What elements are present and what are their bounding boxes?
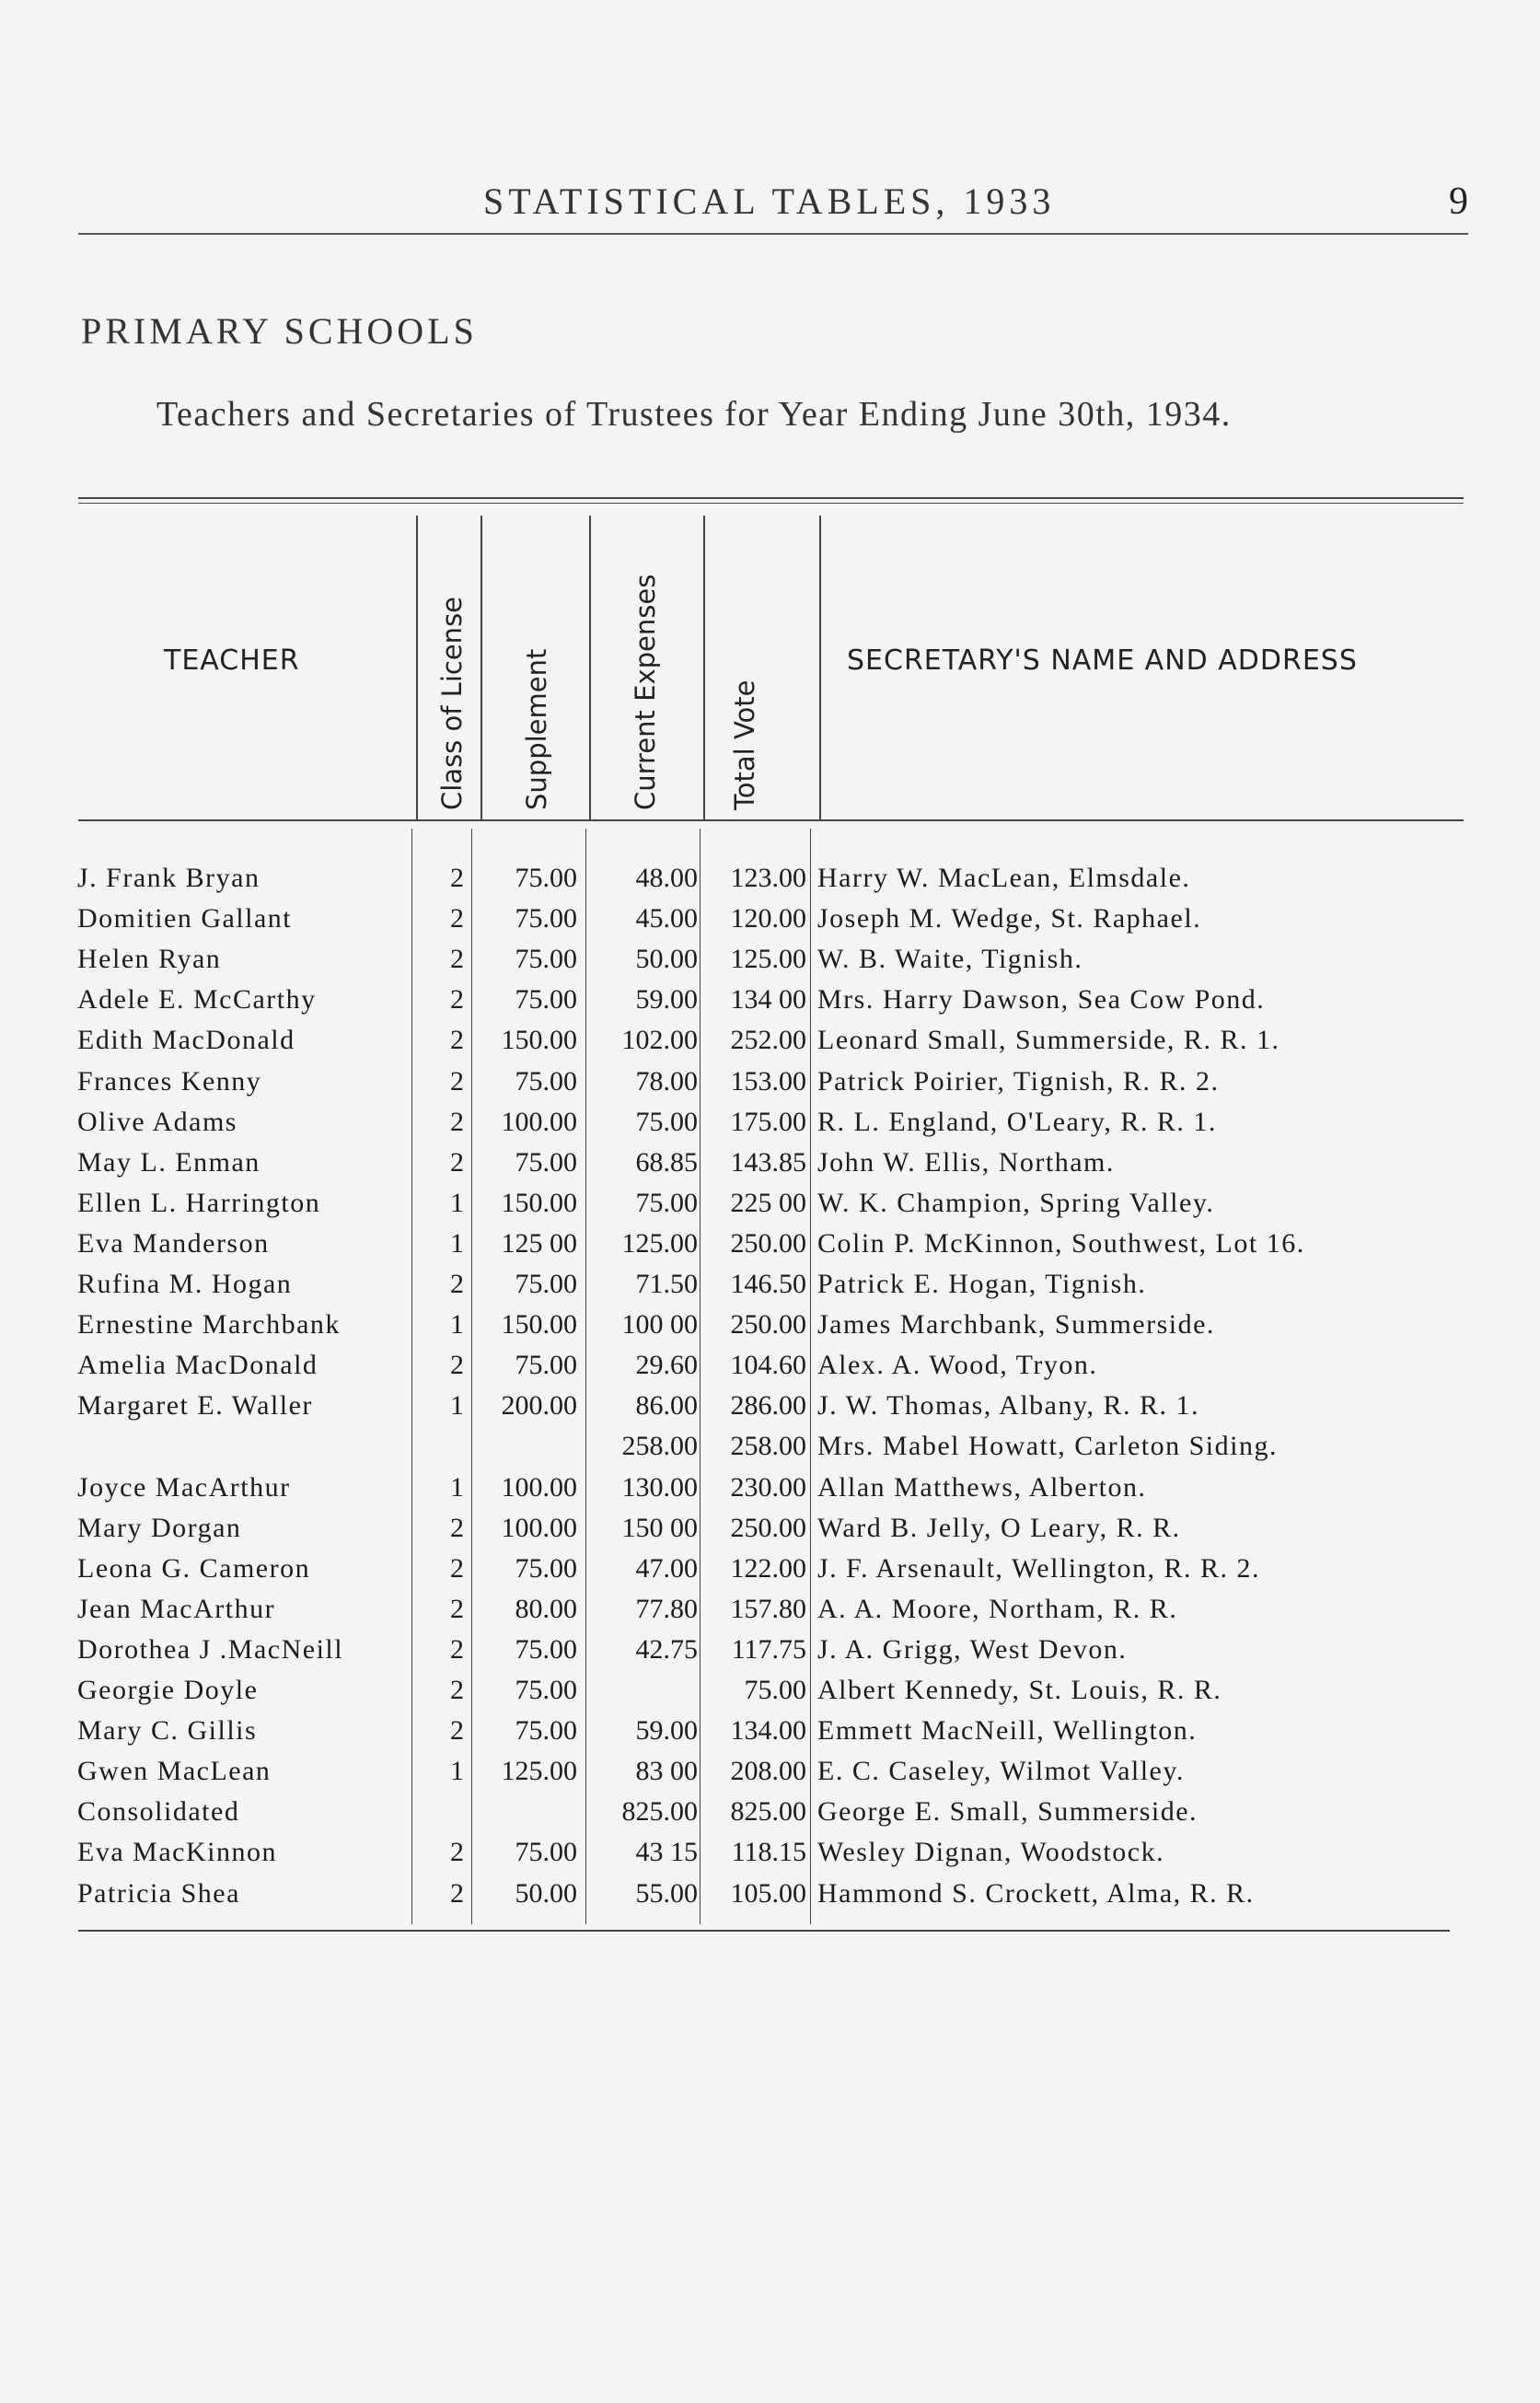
license-class: 1 — [450, 1471, 464, 1503]
total-vote-amount: 157.80 — [730, 1593, 806, 1624]
license-class: 2 — [450, 1512, 464, 1543]
supplement-amount: 75.00 — [515, 1065, 577, 1097]
table-row — [0, 1634, 1540, 1675]
current-expenses-amount: 130.00 — [621, 1471, 698, 1503]
running-title: STATISTICAL TABLES, 1933 — [483, 180, 1056, 222]
teacher-name: J. Frank Bryan — [77, 863, 261, 893]
total-vote-amount: 258.00 — [730, 1431, 806, 1462]
table-row — [0, 944, 1540, 984]
current-expenses-amount: 150 00 — [621, 1512, 698, 1543]
license-class: 2 — [450, 1269, 464, 1299]
table-row — [0, 1350, 1540, 1390]
teacher-name: Georgie Doyle — [77, 1675, 259, 1705]
license-class: 1 — [450, 1390, 464, 1422]
secretary-name-address: A. A. Moore, Northam, R. R. — [817, 1593, 1178, 1624]
teacher-column-header: TEACHER — [164, 644, 300, 677]
table-top-rule-2 — [78, 503, 1464, 504]
teacher-name: Mary Dorgan — [77, 1512, 242, 1543]
license-class: 1 — [450, 1756, 464, 1787]
total-vote-amount: 118.15 — [731, 1837, 806, 1868]
total-vote-amount: 146.50 — [730, 1269, 806, 1299]
supplement-amount: 75.00 — [515, 1552, 577, 1584]
teacher-name: Ellen L. Harrington — [77, 1187, 321, 1218]
license-class: 2 — [450, 1025, 464, 1056]
total-vote-header: Total Vote — [729, 679, 760, 810]
secretary-name-address: Allan Matthews, Alberton. — [817, 1471, 1147, 1503]
current-expenses-amount: 77.80 — [635, 1593, 698, 1624]
teacher-name: Ernestine Marchbank — [77, 1309, 341, 1341]
license-class: 1 — [450, 1309, 464, 1341]
table-row — [0, 1066, 1540, 1107]
table-row — [0, 863, 1540, 903]
supplement-amount: 75.00 — [515, 863, 577, 893]
license-class: 2 — [450, 1106, 464, 1137]
column-divider — [589, 516, 591, 819]
supplement-amount: 125.00 — [501, 1756, 577, 1787]
license-class: 2 — [450, 984, 464, 1016]
supplement-amount: 100.00 — [501, 1471, 577, 1503]
total-vote-amount: 208.00 — [730, 1756, 806, 1787]
current-expenses-amount: 50.00 — [635, 944, 698, 975]
supplement-amount: 75.00 — [515, 1633, 577, 1665]
license-class: 2 — [450, 1593, 464, 1624]
total-vote-amount: 175.00 — [730, 1106, 806, 1137]
supplement-amount: 100.00 — [501, 1512, 577, 1543]
teacher-name: Gwen MacLean — [77, 1756, 272, 1787]
table-bottom-rule — [78, 1930, 1450, 1932]
license-class: 2 — [450, 1675, 464, 1705]
table-row — [0, 1431, 1540, 1471]
table-row — [0, 1553, 1540, 1594]
secretary-name-address: Ward B. Jelly, O Leary, R. R. — [817, 1512, 1181, 1543]
table-row — [0, 1837, 1540, 1877]
secretary-name-address: Alex. A. Wood, Tryon. — [817, 1350, 1098, 1381]
supplement-amount: 75.00 — [515, 903, 577, 934]
total-vote-amount: 230.00 — [730, 1471, 806, 1503]
teacher-name: Consolidated — [77, 1796, 240, 1828]
secretary-name-address: Emmett MacNeill, Wellington. — [817, 1715, 1198, 1747]
secretary-name-address: J. W. Thomas, Albany, R. R. 1. — [817, 1390, 1200, 1422]
supplement-amount: 200.00 — [501, 1390, 577, 1422]
total-vote-amount: 286.00 — [730, 1390, 806, 1422]
current-expenses-amount: 100 00 — [621, 1309, 698, 1341]
secretary-name-address: Mrs. Harry Dawson, Sea Cow Pond. — [817, 984, 1266, 1016]
license-class: 2 — [450, 1877, 464, 1909]
teacher-name: Eva Manderson — [77, 1227, 270, 1259]
teacher-name: Edith MacDonald — [77, 1025, 295, 1056]
license-class: 2 — [450, 903, 464, 934]
teacher-name: Leona G. Cameron — [77, 1552, 311, 1584]
current-expenses-amount: 45.00 — [635, 903, 698, 934]
column-divider — [819, 516, 821, 819]
license-class: 2 — [450, 1552, 464, 1584]
secretary-column-header: SECRETARY'S NAME AND ADDRESS — [847, 644, 1358, 677]
teacher-name: Amelia MacDonald — [77, 1350, 318, 1381]
secretary-name-address: John W. Ellis, Northam. — [817, 1146, 1115, 1178]
current-expenses-amount: 75.00 — [635, 1187, 698, 1218]
supplement-amount: 75.00 — [515, 1837, 577, 1868]
teacher-name: Adele E. McCarthy — [77, 984, 317, 1016]
secretary-name-address: J. F. Arsenault, Wellington, R. R. 2. — [817, 1552, 1260, 1584]
license-class: 2 — [450, 1146, 464, 1178]
supplement-amount: 125 00 — [501, 1227, 577, 1259]
table-row — [0, 903, 1540, 944]
total-vote-amount: 75.00 — [744, 1675, 806, 1705]
license-class: 1 — [450, 1187, 464, 1218]
total-vote-amount: 252.00 — [730, 1025, 806, 1056]
license-class: 2 — [450, 863, 464, 893]
total-vote-amount: 134 00 — [730, 984, 806, 1016]
current-expenses-amount: 71.50 — [635, 1269, 698, 1299]
secretary-name-address: J. A. Grigg, West Devon. — [817, 1633, 1128, 1665]
table-row — [0, 1796, 1540, 1837]
header-bottom-rule — [78, 819, 1464, 821]
running-head — [78, 180, 1468, 235]
secretary-name-address: Patrick E. Hogan, Tignish. — [817, 1269, 1147, 1299]
table-row — [0, 1594, 1540, 1634]
table-row — [0, 1390, 1540, 1431]
supplement-amount: 150.00 — [501, 1187, 577, 1218]
current-expenses-amount: 825.00 — [621, 1796, 698, 1828]
teacher-name: May L. Enman — [77, 1146, 261, 1178]
table-row — [0, 984, 1540, 1025]
total-vote-amount: 250.00 — [730, 1227, 806, 1259]
class-of-license-header: Class of License — [436, 596, 468, 810]
license-class: 1 — [450, 1227, 464, 1259]
total-vote-amount: 134.00 — [730, 1715, 806, 1747]
supplement-amount: 75.00 — [515, 1715, 577, 1747]
table-top-rule — [78, 497, 1464, 499]
total-vote-amount: 153.00 — [730, 1065, 806, 1097]
table-row — [0, 1188, 1540, 1228]
current-expenses-amount: 86.00 — [635, 1390, 698, 1422]
secretary-name-address: Leonard Small, Summerside, R. R. 1. — [817, 1025, 1280, 1056]
secretary-name-address: W. B. Waite, Tignish. — [817, 944, 1083, 975]
current-expenses-amount: 48.00 — [635, 863, 698, 893]
secretary-name-address: Harry W. MacLean, Elmsdale. — [817, 863, 1191, 893]
secretary-name-address: George E. Small, Summerside. — [817, 1796, 1198, 1828]
table-subtitle: Teachers and Secretaries of Trustees for Year Ending June 30th, 1934. — [156, 395, 1232, 434]
teacher-name: Domitien Gallant — [77, 903, 293, 934]
license-class: 2 — [450, 1065, 464, 1097]
supplement-amount: 100.00 — [501, 1106, 577, 1137]
teacher-name: Eva MacKinnon — [77, 1837, 277, 1868]
current-expenses-amount: 83 00 — [635, 1756, 698, 1787]
column-divider — [481, 516, 482, 819]
current-expenses-amount: 125.00 — [621, 1227, 698, 1259]
total-vote-amount: 122.00 — [730, 1552, 806, 1584]
current-expenses-amount: 59.00 — [635, 1715, 698, 1747]
license-class: 2 — [450, 1837, 464, 1868]
header-rule — [78, 233, 1468, 235]
teacher-name: Helen Ryan — [77, 944, 222, 975]
table-row — [0, 1675, 1540, 1715]
license-class: 2 — [450, 944, 464, 975]
secretary-name-address: Hammond S. Crockett, Alma, R. R. — [817, 1877, 1255, 1909]
secretary-name-address: E. C. Caseley, Wilmot Valley. — [817, 1756, 1185, 1787]
secretary-name-address: James Marchbank, Summerside. — [817, 1309, 1215, 1341]
table-row — [0, 1309, 1540, 1350]
table-row — [0, 1107, 1540, 1147]
table-row — [0, 1756, 1540, 1796]
current-expenses-header: Current Expenses — [630, 574, 661, 810]
supplement-amount: 150.00 — [501, 1309, 577, 1341]
table-row — [0, 1147, 1540, 1188]
current-expenses-amount: 78.00 — [635, 1065, 698, 1097]
teacher-name: Rufina M. Hogan — [77, 1269, 293, 1299]
column-divider — [416, 516, 418, 819]
total-vote-amount: 104.60 — [730, 1350, 806, 1381]
secretary-name-address: Wesley Dignan, Woodstock. — [817, 1837, 1165, 1868]
current-expenses-amount: 43 15 — [635, 1837, 698, 1868]
supplement-amount: 75.00 — [515, 1146, 577, 1178]
section-title: PRIMARY SCHOOLS — [81, 310, 478, 352]
table-row — [0, 1269, 1540, 1309]
secretary-name-address: R. L. England, O'Leary, R. R. 1. — [817, 1106, 1217, 1137]
current-expenses-amount: 68.85 — [635, 1146, 698, 1178]
teacher-name: Joyce MacArthur — [77, 1471, 291, 1503]
secretary-name-address: W. K. Champion, Spring Valley. — [817, 1187, 1215, 1218]
page-number: 9 — [1449, 180, 1468, 223]
teacher-name: Frances Kenny — [77, 1065, 262, 1097]
supplement-header: Supplement — [521, 648, 552, 810]
total-vote-amount: 250.00 — [730, 1512, 806, 1543]
total-vote-amount: 123.00 — [730, 863, 806, 893]
supplement-amount: 75.00 — [515, 1350, 577, 1381]
teacher-name: Dorothea J .MacNeill — [77, 1633, 344, 1665]
license-class: 2 — [450, 1715, 464, 1747]
supplement-amount: 150.00 — [501, 1025, 577, 1056]
current-expenses-amount: 102.00 — [621, 1025, 698, 1056]
total-vote-amount: 250.00 — [730, 1309, 806, 1341]
supplement-amount: 75.00 — [515, 984, 577, 1016]
table-row — [0, 1472, 1540, 1513]
current-expenses-amount: 47.00 — [635, 1552, 698, 1584]
current-expenses-amount: 29.60 — [635, 1350, 698, 1381]
supplement-amount: 80.00 — [515, 1593, 577, 1624]
supplement-amount: 50.00 — [515, 1877, 577, 1909]
teacher-name: Jean MacArthur — [77, 1593, 276, 1624]
teacher-name: Olive Adams — [77, 1106, 237, 1137]
teacher-name: Mary C. Gillis — [77, 1715, 258, 1747]
supplement-amount: 75.00 — [515, 1269, 577, 1299]
secretary-name-address: Mrs. Mabel Howatt, Carleton Siding. — [817, 1431, 1278, 1462]
total-vote-amount: 143.85 — [730, 1146, 806, 1178]
current-expenses-amount: 42.75 — [635, 1633, 698, 1665]
column-divider — [703, 516, 705, 819]
teacher-name: Margaret E. Waller — [77, 1390, 313, 1422]
table-row — [0, 1715, 1540, 1756]
teacher-name: Patricia Shea — [77, 1877, 240, 1909]
table-row — [0, 1025, 1540, 1065]
current-expenses-amount: 55.00 — [635, 1877, 698, 1909]
total-vote-amount: 825.00 — [730, 1796, 806, 1828]
current-expenses-amount: 59.00 — [635, 984, 698, 1016]
license-class: 2 — [450, 1633, 464, 1665]
secretary-name-address: Patrick Poirier, Tignish, R. R. 2. — [817, 1065, 1220, 1097]
total-vote-amount: 105.00 — [730, 1877, 806, 1909]
secretary-name-address: Colin P. McKinnon, Southwest, Lot 16. — [817, 1227, 1305, 1259]
table-row — [0, 1228, 1540, 1269]
supplement-amount: 75.00 — [515, 944, 577, 975]
table-row — [0, 1513, 1540, 1553]
total-vote-amount: 120.00 — [730, 903, 806, 934]
secretary-name-address: Joseph M. Wedge, St. Raphael. — [817, 903, 1202, 934]
license-class: 2 — [450, 1350, 464, 1381]
total-vote-amount: 117.75 — [731, 1633, 806, 1665]
current-expenses-amount: 75.00 — [635, 1106, 698, 1137]
secretary-name-address: Albert Kennedy, St. Louis, R. R. — [817, 1675, 1222, 1705]
current-expenses-amount: 258.00 — [621, 1431, 698, 1462]
supplement-amount: 75.00 — [515, 1675, 577, 1705]
total-vote-amount: 125.00 — [730, 944, 806, 975]
table-row — [0, 1878, 1540, 1919]
total-vote-amount: 225 00 — [730, 1187, 806, 1218]
